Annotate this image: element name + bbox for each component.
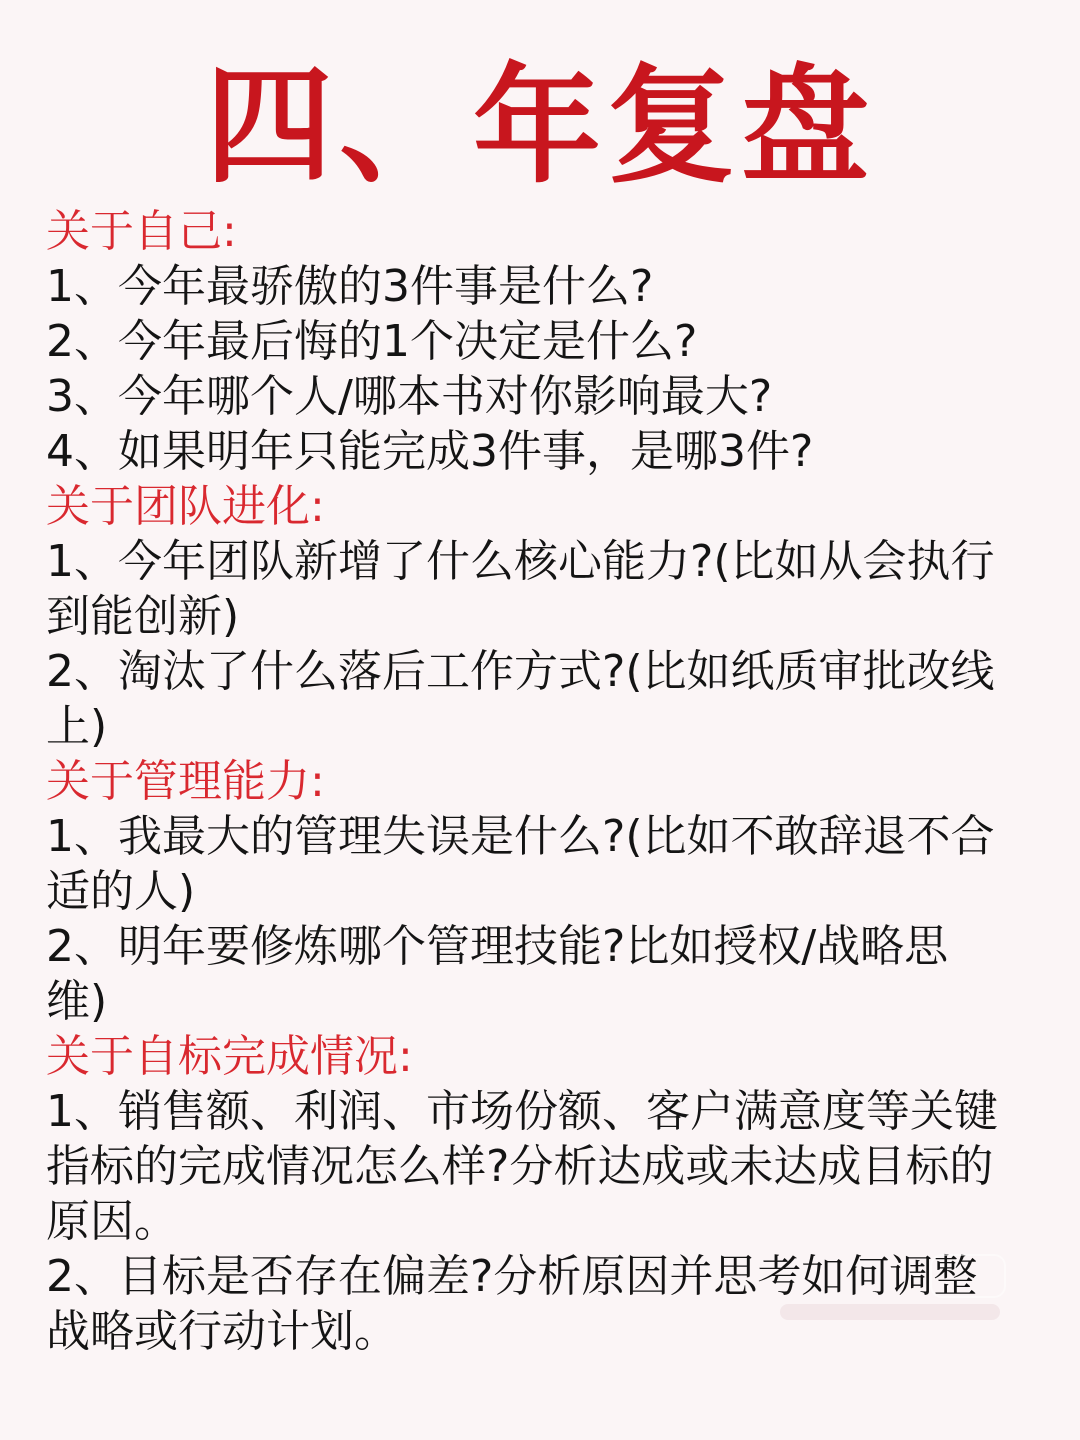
list-item: 1、今年团队新增了什么核心能力?(比如从会执行到能创新): [46, 536, 995, 642]
list-item: 2、明年要修炼哪个管理技能?比如授权/战略思维): [46, 921, 949, 1027]
section-heading: 关于管理能力:: [46, 756, 325, 807]
section-heading: 关于自己:: [46, 206, 237, 257]
watermark-text: [780, 1304, 1000, 1320]
section-management: [46, 754, 1006, 1029]
section-self: [46, 204, 1006, 479]
list-item: 1、今年最骄傲的3件事是什么?: [46, 261, 654, 312]
section-heading: 关于自标完成情况:: [46, 1031, 413, 1082]
list-item: 2、今年最后悔的1个决定是什么?: [46, 316, 698, 367]
section-heading: 关于团队进化:: [46, 481, 325, 532]
list-item: 3、今年哪个人/哪本书对你影响最大?: [46, 371, 773, 422]
list-item: 1、我最大的管理失误是什么?(比如不敢辞退不合适的人): [46, 811, 995, 917]
article-body: [46, 204, 1006, 1359]
page-title: 四、年复盘: [204, 52, 875, 201]
watermark-logo: [930, 1254, 1006, 1298]
list-item: 1、销售额、利润、市场份额、客户满意度等关键指标的完成情况怎么样?分析达成或未达成目标的原因。: [46, 1086, 998, 1247]
list-item: 2、目标是否存在偏差?分析原因并思考如何调整战略或行动计划。: [46, 1251, 978, 1357]
list-item: 2、淘汰了什么落后工作方式?(比如纸质审批改线上): [46, 646, 995, 752]
section-team: [46, 479, 1006, 754]
list-item: 4、如果明年只能完成3件事，是哪3件?: [46, 426, 814, 477]
